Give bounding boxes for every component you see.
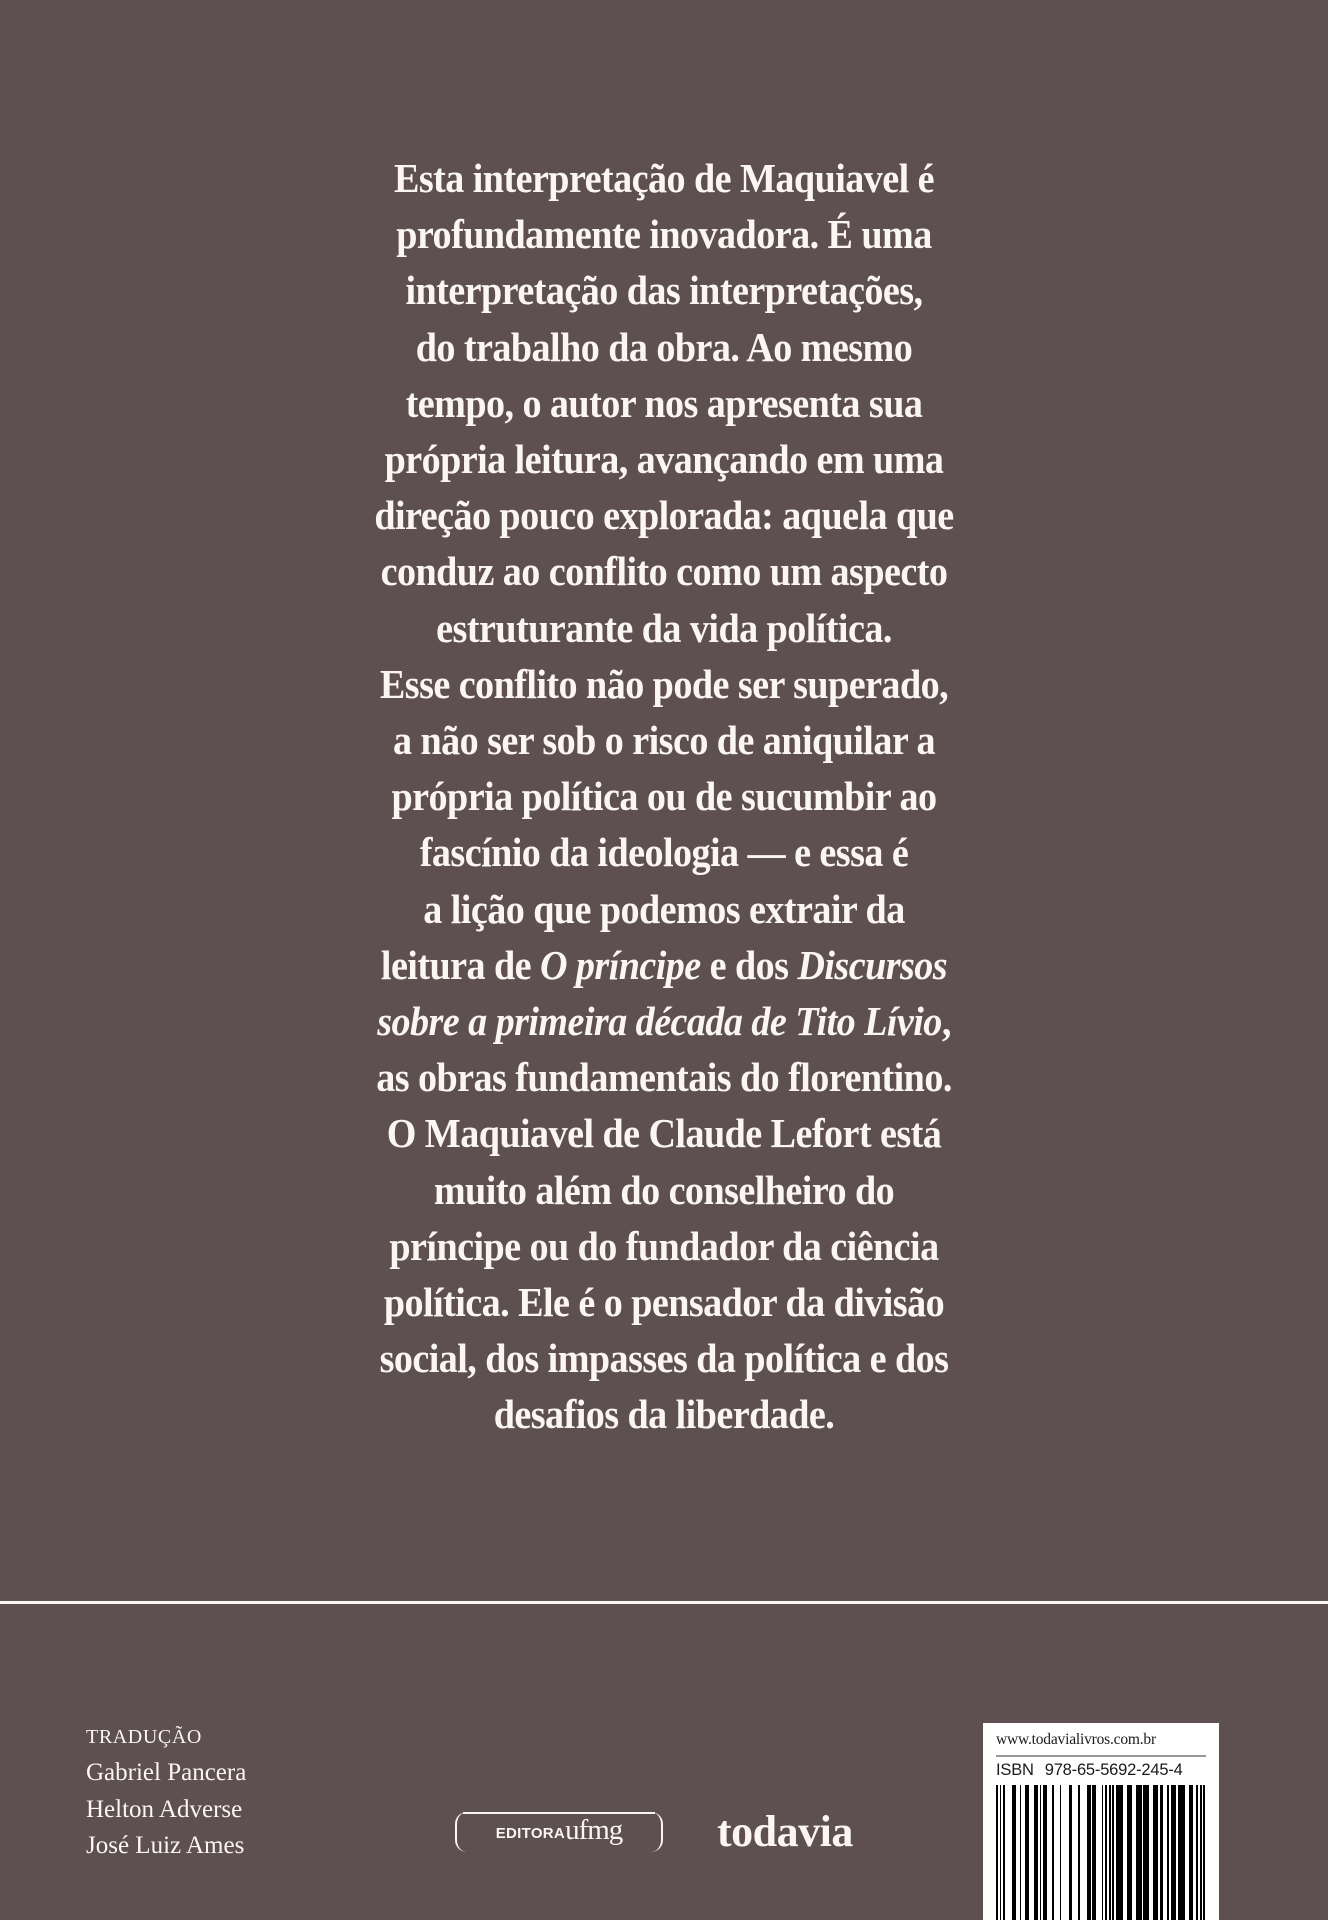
- blurb-text: muito além do conselheiro do: [433, 1166, 895, 1213]
- blurb-text: leitura de: [380, 941, 540, 988]
- blurb-line: [46, 1274, 1281, 1330]
- logo-ufmg-text: ufmg: [565, 1813, 623, 1846]
- credits-label: TRADUÇÃO: [86, 1726, 202, 1748]
- blurb-text: desafios da liberdade.: [493, 1391, 835, 1438]
- blurb-line: [46, 1162, 1281, 1218]
- barcode-rule: [996, 1755, 1206, 1757]
- blurb-text: príncipe ou do fundador da ciência: [389, 1222, 939, 1269]
- blurb-line: [46, 656, 1281, 712]
- blurb-line: [46, 262, 1281, 318]
- blurb-text: política. Ele é o pensador da divisão: [383, 1279, 945, 1326]
- blurb-text: as obras fundamentais do florentino.: [376, 1054, 952, 1101]
- blurb-line: [46, 375, 1281, 431]
- isbn-label: ISBN: [996, 1761, 1034, 1779]
- blurb-line: [46, 150, 1281, 206]
- blurb-text: do trabalho da obra. Ao mesmo: [415, 323, 913, 370]
- blurb-line: [46, 206, 1281, 262]
- blurb-line: [46, 824, 1281, 880]
- isbn-barcode-label: [983, 1723, 1219, 1920]
- logo-right-bracket: [651, 1812, 663, 1852]
- italic-title: sobre a primeira década de Tito Lívio: [377, 998, 942, 1045]
- blurb-line: [46, 768, 1281, 824]
- blurb-text: tempo, o autor nos apresenta sua: [405, 379, 923, 426]
- italic-title: Discursos: [797, 941, 948, 988]
- blurb-text: própria política ou de sucumbir ao: [391, 773, 937, 820]
- translation-credits: [86, 1719, 246, 1865]
- blurb-text: estruturante da vida política.: [436, 604, 892, 651]
- blurb-text: conduz ao conflito como um aspecto: [380, 548, 948, 595]
- divider-line: [0, 1601, 1328, 1604]
- blurb-text: profundamente inovadora. É uma: [396, 211, 932, 258]
- translator-name: Gabriel Pancera: [86, 1759, 247, 1786]
- blurb-text: a lição que podemos extrair da: [423, 885, 905, 932]
- blurb-line: [46, 1218, 1281, 1274]
- logo-editora-text: EDITORA: [495, 1824, 566, 1842]
- blurb-text: Esta interpretação de Maquiavel é: [393, 155, 935, 201]
- blurb-line: [46, 712, 1281, 768]
- editora-ufmg-logo: [455, 1812, 663, 1854]
- blurb-line: [46, 1105, 1281, 1161]
- blurb-line: [46, 993, 1281, 1049]
- translator-name: Helton Adverse: [86, 1795, 243, 1823]
- blurb-text: própria leitura, avançando em uma: [384, 436, 944, 483]
- blurb-line: [46, 319, 1281, 375]
- blurb-line: [46, 431, 1281, 487]
- italic-title: O príncipe: [539, 941, 701, 988]
- blurb-text: interpretação das interpretações,: [405, 267, 923, 314]
- barcode-icon: [996, 1785, 1206, 1920]
- publisher-url: www.todavialivros.com.br: [996, 1731, 1156, 1748]
- logo-left-bracket: [455, 1812, 467, 1852]
- logo-top-rule: [463, 1812, 655, 1814]
- isbn-number: 978-65-5692-245-4: [1044, 1761, 1183, 1779]
- blurb-line: [46, 881, 1281, 937]
- blurb-line: [46, 1049, 1281, 1105]
- blurb-line: [46, 1330, 1281, 1386]
- isbn-text: [996, 1761, 1210, 1780]
- blurb-line: [46, 937, 1281, 993]
- blurb-line: [46, 487, 1281, 543]
- blurb-line: [46, 600, 1281, 656]
- blurb-text: direção pouco explorada: aquela que: [374, 492, 954, 539]
- todavia-logo: todavia: [717, 1807, 853, 1856]
- translator-name: José Luiz Ames: [86, 1832, 245, 1859]
- blurb-text: a não ser sob o risco de aniquilar a: [392, 717, 936, 764]
- blurb-text: social, dos impasses da política e dos: [379, 1335, 949, 1382]
- blurb-text: O Maquiavel de Claude Lefort está: [386, 1110, 942, 1157]
- blurb-text: Esse conflito não pode ser superado,: [379, 660, 949, 707]
- blurb-text: fascínio da ideologia — e essa é: [419, 829, 909, 876]
- blurb-line: [46, 543, 1281, 599]
- blurb-text: ,: [941, 998, 951, 1045]
- blurb-line: [46, 1386, 1281, 1442]
- blurb-text: e dos: [700, 941, 798, 988]
- back-cover-blurb: [46, 150, 1281, 1443]
